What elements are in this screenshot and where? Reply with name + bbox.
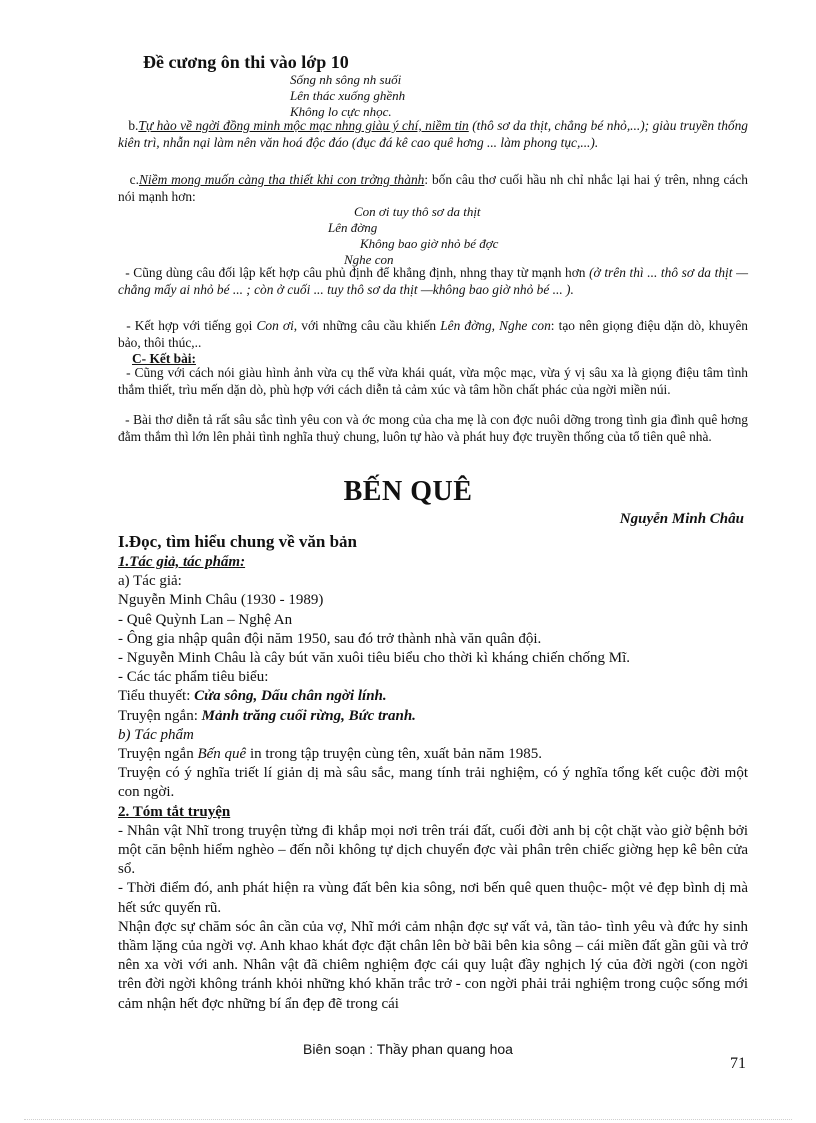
subheading-author-work: 1.Tác giả, tác phẩm: bbox=[118, 554, 246, 570]
section-heading-ket-bai: C- Kết bài: bbox=[132, 351, 196, 366]
poem-line: Con ơi tuy thô sơ da thịt bbox=[354, 204, 481, 219]
summary-paragraph: Nhận đợc sự chăm sóc ân cần của vợ, Nhĩ mới cảm nhận đợc sự vất vả, tần tảo- tình yêu và đức hy sinh thầm lặng của ngời vợ. Anh khao khát đợc đặt chân lên bờ bãi bên kia sông – cái miền đất gần gũi và trở nên xa vời với anh. Nhân vật đã chiêm nghiệm đợc cái quy luật đầy nghịch lý của đời ngời (con ngời trên đời ngời không tránh khỏi những khó khăn trắc trở - con ngời phải trải nghiệm trong cuộc sống mới cảm nhận hết đợc những bí ẩn đẹp đẽ trong cái bbox=[118, 918, 748, 1012]
summary-paragraph: - Nhân vật Nhĩ trong truyện từng đi khắp mọi nơi trên trái đất, cuối đời anh bị cột chặt vào giờ bệnh bởi một căn bệnh hiểm nghèo – đến nỗi không tự dịch chuyển đợc vài phân trên chiếc giờng hẹp kê bên cửa sổ. bbox=[118, 822, 748, 878]
page-header: Đề cương ôn thi vào lớp 10 bbox=[143, 52, 349, 72]
poem-line: Không bao giờ nhỏ bé đợc bbox=[360, 236, 499, 251]
label-author: a) Tác giả: bbox=[118, 573, 182, 590]
page-number: 71 bbox=[730, 1055, 746, 1072]
underlined-claim: Niềm mong muốn càng tha thiết khi con trởng thành bbox=[138, 172, 425, 187]
bullet-tone: - Kết hợp với tiếng gọi Con ơi, với những câu cầu khiến Lên đờng, Nghe con: tạo nên giọng điệu dặn dò, khuyên bảo, thôi thúc,.. C- Kết bài: bbox=[118, 318, 748, 366]
page-footer: Biên soạn : Thầy phan quang hoa bbox=[303, 1041, 513, 1057]
main-content bbox=[118, 531, 748, 1014]
bio-line: - Nguyễn Minh Châu là cây bút văn xuôi tiêu biểu cho thời kì kháng chiến chống Mĩ. bbox=[118, 650, 630, 667]
poem-stanza-1 bbox=[290, 72, 405, 120]
page-edge-divider bbox=[24, 1119, 792, 1120]
paragraph-c: c.Niềm mong muốn càng tha thiết khi con trởng thành: bốn câu thơ cuối hầu nh chỉ nhắc lại hai ý trên, nhng cách nói mạnh hơn: bbox=[118, 172, 748, 204]
story-title: BẾN QUÊ bbox=[343, 476, 473, 507]
author-years: Nguyễn Minh Châu (1930 - 1989) bbox=[118, 592, 324, 609]
poem-line: Sống nh sông nh suối bbox=[290, 72, 402, 87]
poem-line: Không lo cực nhọc. bbox=[290, 104, 392, 119]
bullet-contrast: - Cũng dùng câu đối lập kết hợp câu phủ định để khẳng định, nhng thay từ mạnh hơn (ở trên thì ... thô sơ da thịt —chẳng mấy ai nhỏ bé ... ; còn ở cuối ... tuy thô sơ da thịt —không bao giờ nhỏ bé ... ). bbox=[118, 265, 748, 297]
novels-line: Tiểu thuyết: Cửa sông, Dấu chân ngời lính. bbox=[118, 688, 387, 705]
story-author: Nguyễn Minh Châu bbox=[619, 511, 744, 527]
hometown: - Quê Quỳnh Lan – Nghệ An bbox=[118, 611, 293, 628]
subheading-summary: 2. Tóm tắt truyện bbox=[118, 803, 231, 820]
poem-stanza-2 bbox=[292, 204, 552, 268]
meaning-line: Truyện có ý nghĩa triết lí giản dị mà sâu sắc, mang tính trải nghiệm, có ý nghĩa tổng kết cuộc đời một con ngời. bbox=[118, 765, 748, 801]
stories-line: Truyện ngắn: Mảnh trăng cuối rừng, Bức tranh. bbox=[118, 707, 416, 724]
section-heading-1: I.Đọc, tìm hiểu chung về văn bản bbox=[118, 532, 357, 551]
bullet-conclusion-2: - Bài thơ diễn tả rất sâu sắc tình yêu con và ớc mong của cha mẹ là con đợc nuôi dỡng trong tình gia đình quê hơng đằm thắm thì lớn lên phải tình nghĩa thuỷ chung, luôn tự hào và phát huy đợc truyền thống của tổ tiên quê nhà. bbox=[118, 412, 748, 444]
poem-line: Lên đờng bbox=[328, 220, 378, 235]
bullet-conclusion-1: - Cũng với cách nói giàu hình ảnh vừa cụ thể vừa khái quát, vừa mộc mạc, vừa ý vị sâu xa là giọng điệu tâm tình thắm thiết, trìu mến dặn dò, phù hợp với cách diễn tả cảm xúc và tâm hồn chất phác của ngời miền núi. bbox=[118, 365, 748, 397]
bio-line: - Ông gia nhập quân đội năm 1950, sau đó trở thành nhà văn quân đội. bbox=[118, 630, 542, 647]
work-line: Truyện ngắn Bến quê in trong tập truyện cùng tên, xuất bản năm 1985. bbox=[118, 746, 542, 763]
poem-line: Lên thác xuống ghềnh bbox=[290, 88, 406, 103]
underlined-claim: Tự hào về ngời đồng minh mộc mạc nhng giàu ý chí, niềm tin bbox=[138, 118, 469, 133]
poem-line: Nghe con bbox=[344, 252, 394, 267]
works-label: - Các tác phẩm tiêu biểu: bbox=[118, 669, 269, 686]
paragraph-b: b.Tự hào về ngời đồng minh mộc mạc nhng giàu ý chí, niềm tin (thô sơ da thịt, chẳng bé nhỏ,...); giàu truyền thống kiên trì, nhẫn nại làm nên văn hoá độc đáo (đục đá kê cao quê hơng ... làm phong tục,...). bbox=[118, 118, 748, 150]
summary-paragraph: - Thời điểm đó, anh phát hiện ra vùng đất bên kia sông, nơi bến quê quen thuộc- một vẻ đẹp bình dị mà hết sức quyến rũ. bbox=[118, 880, 748, 916]
label-work: b) Tác phẩm bbox=[118, 726, 194, 743]
